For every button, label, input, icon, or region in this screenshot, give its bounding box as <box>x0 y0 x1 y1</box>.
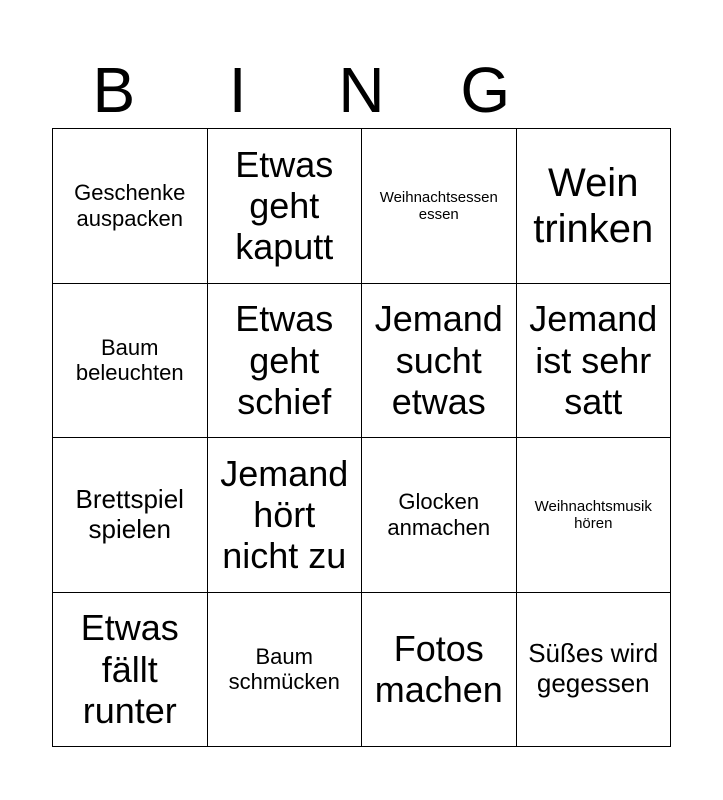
cell-text: Etwas geht schief <box>235 298 334 422</box>
bingo-cell[interactable] <box>208 438 363 593</box>
cell-text: Weihnachtsmusik hören <box>534 497 652 532</box>
bingo-cell[interactable] <box>208 284 363 439</box>
cell-text: Brettspiel spielen <box>75 483 184 544</box>
bingo-cell[interactable] <box>53 593 208 748</box>
bingo-cell[interactable] <box>53 129 208 284</box>
cell-text: Jemand hört nicht zu <box>220 452 349 577</box>
bingo-cell[interactable] <box>362 129 517 284</box>
cell-text: Geschenke auspacken <box>74 180 186 231</box>
header-letter-g: G <box>460 54 511 126</box>
cell-text: Jemand ist sehr satt <box>529 298 658 422</box>
bingo-cell[interactable] <box>362 284 517 439</box>
cell-text: Glocken anmachen <box>387 489 491 540</box>
bingo-cell[interactable] <box>53 438 208 593</box>
bingo-cell[interactable] <box>517 438 672 593</box>
cell-text: Fotos machen <box>374 627 503 711</box>
bingo-header <box>52 52 671 128</box>
bingo-board <box>52 128 671 747</box>
cell-text: Jemand sucht etwas <box>374 298 503 422</box>
cell-text: Etwas fällt runter <box>80 607 179 731</box>
cell-text: Süßes wird gegessen <box>528 638 659 699</box>
cell-text: Wein trinken <box>533 160 654 251</box>
bingo-cell[interactable] <box>362 593 517 748</box>
cell-text: Etwas geht kaputt <box>235 143 334 268</box>
bingo-cell[interactable] <box>208 129 363 284</box>
bingo-cell[interactable] <box>517 129 672 284</box>
header-letter-i: I <box>228 54 247 126</box>
cell-text: Baum beleuchten <box>75 334 184 386</box>
bingo-cell[interactable] <box>53 284 208 439</box>
bingo-cell[interactable] <box>208 593 363 748</box>
bingo-cell[interactable] <box>517 284 672 439</box>
header-letter-b: B <box>92 54 136 126</box>
header-letter-n: N <box>338 54 385 126</box>
cell-text: Weihnachtsessen essen <box>379 188 498 223</box>
bingo-cell[interactable] <box>362 438 517 593</box>
cell-text: Baum schmücken <box>228 643 340 695</box>
bingo-cell[interactable] <box>517 593 672 748</box>
